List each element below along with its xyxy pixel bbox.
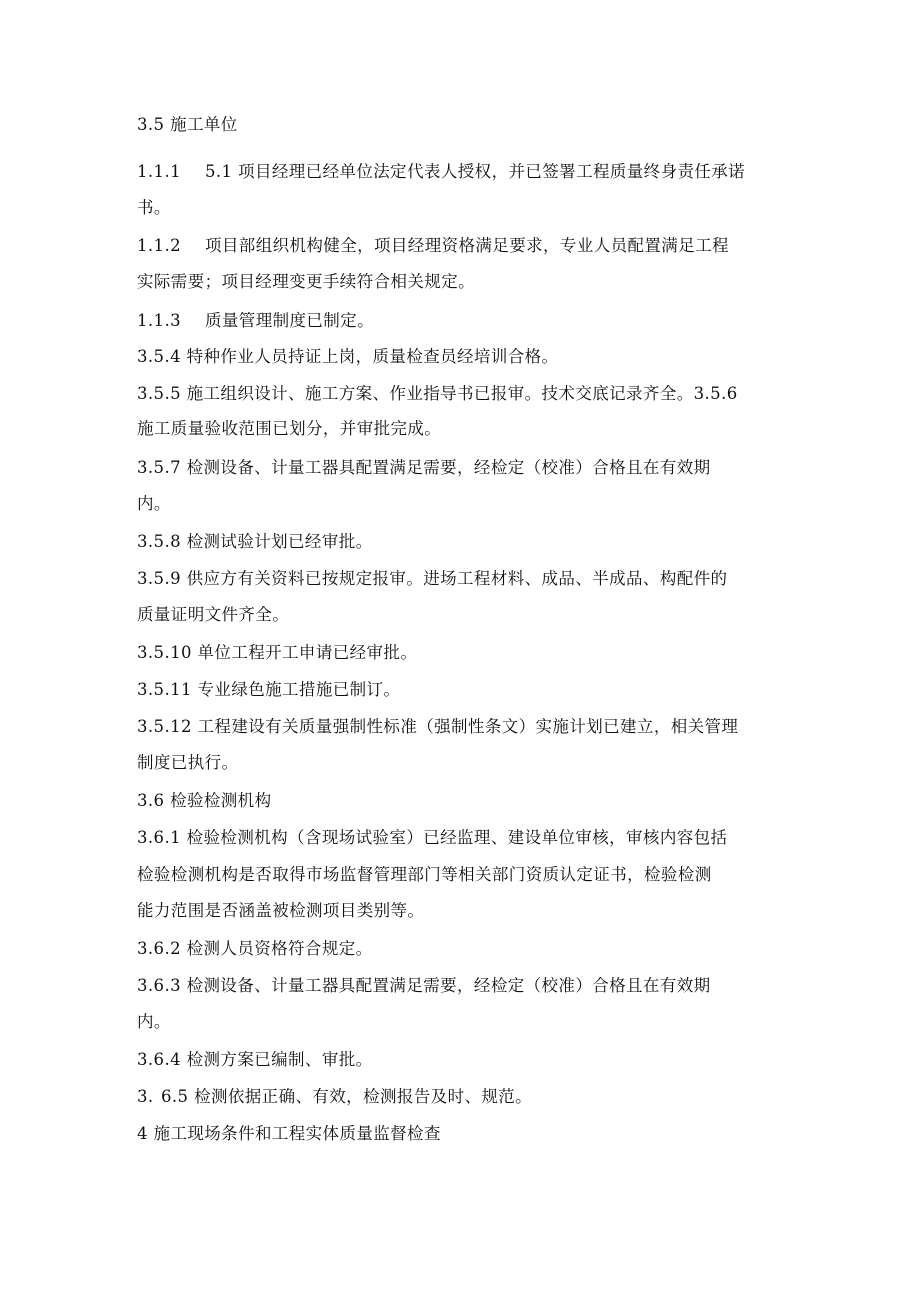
paragraph-text: 5.1 项目经理已经单位法定代表人授权，并已签署工程质量终身责任承诺	[205, 162, 746, 181]
paragraph-number: 1.1.3	[137, 311, 181, 330]
paragraph-1-1-1-line-1	[137, 161, 797, 183]
paragraph-3-6-5	[137, 1086, 797, 1108]
paragraph-3-5-5-line-2: 施工质量验收范围已划分，并审批完成。	[137, 419, 442, 438]
paragraph-1-1-1-line-2: 书。	[137, 198, 171, 217]
paragraph-3-6-1-line-3: 能力范围是否涵盖被检测项目类别等。	[137, 901, 425, 920]
paragraph-3-5-9-line-1: 3.5.9 供应方有关资料已按规定报审。进场工程材料、成品、半成品、构配件的	[137, 569, 728, 588]
paragraph-1-1-2-line-2: 实际需要；项目经理变更手续符合相关规定。	[137, 272, 475, 291]
paragraph-text: 6.5 检测依据正确、有效，检测报告及时、规范。	[161, 1087, 533, 1106]
paragraph-3-5-12-line-1: 3.5.12 工程建设有关质量强制性标准（强制性条文）实施计划已建立，相关管理	[137, 717, 739, 736]
paragraph-3-6-3-line-1: 3.6.3 检测设备、计量工器具配置满足需要，经检定（校准）合格且在有效期	[137, 976, 711, 995]
paragraph-3-5-4: 3.5.4 特种作业人员持证上岗，质量检查员经培训合格。	[137, 347, 559, 366]
section-heading-3-6: 3.6 检验检测机构	[137, 791, 272, 810]
paragraph-3-5-7-line-2: 内。	[137, 494, 171, 513]
paragraph-3-6-2: 3.6.2 检测人员资格符合规定。	[137, 939, 373, 958]
paragraph-1-1-2-line-1	[137, 235, 797, 257]
paragraph-3-5-10: 3.5.10 单位工程开工申请已经审批。	[137, 643, 418, 662]
paragraph-3-5-9-line-2: 质量证明文件齐全。	[137, 605, 290, 624]
paragraph-3-6-4: 3.6.4 检测方案已编制、审批。	[137, 1050, 373, 1069]
section-heading-3-5: 3.5 施工单位	[137, 115, 238, 134]
paragraph-3-5-11: 3.5.11 专业绿色施工措施已制订。	[137, 680, 401, 699]
section-heading-4: 4 施工现场条件和工程实体质量监督检查	[137, 1124, 441, 1143]
paragraph-3-6-1-line-2: 检验检测机构是否取得市场监督管理部门等相关部门资质认定证书，检验检测	[137, 865, 712, 884]
paragraph-1-1-3	[137, 310, 797, 332]
paragraph-number: 1.1.2	[137, 236, 181, 255]
paragraph-3-5-8: 3.5.8 检测试验计划已经审批。	[137, 532, 373, 551]
paragraph-text: 质量管理制度已制定。	[205, 311, 374, 330]
paragraph-3-6-3-line-2: 内。	[137, 1012, 171, 1031]
paragraph-3-5-5-line-1: 3.5.5 施工组织设计、施工方案、作业指导书已报审。技术交底记录齐全。3.5.6	[137, 384, 738, 403]
paragraph-number: 3.	[137, 1087, 154, 1106]
paragraph-3-6-1-line-1: 3.6.1 检验检测机构（含现场试验室）已经监理、建设单位审核，审核内容包括	[137, 828, 728, 847]
paragraph-text: 项目部组织机构健全，项目经理资格满足要求，专业人员配置满足工程	[205, 236, 729, 255]
paragraph-number: 1.1.1	[137, 162, 181, 181]
paragraph-3-5-7-line-1: 3.5.7 检测设备、计量工器具配置满足需要，经检定（校准）合格且在有效期	[137, 458, 711, 477]
paragraph-3-5-12-line-2: 制度已执行。	[137, 753, 239, 772]
